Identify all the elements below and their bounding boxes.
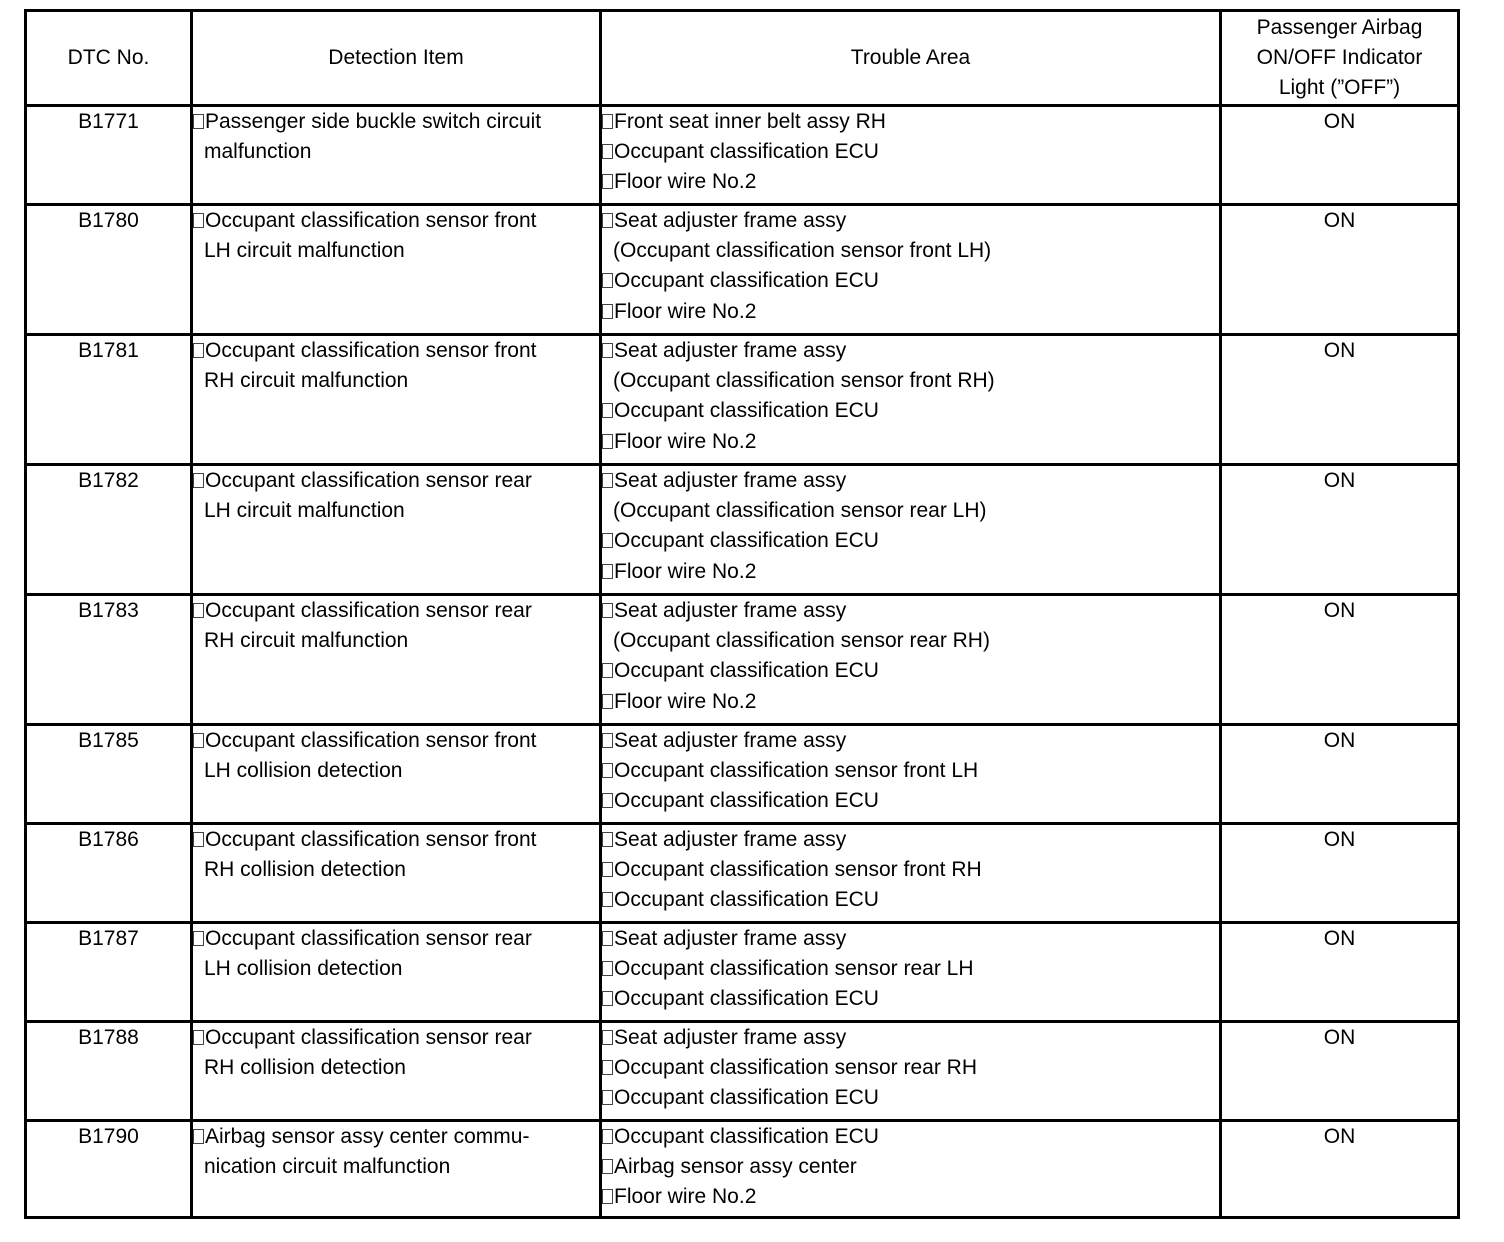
detection-text: LH collision detection <box>204 759 403 783</box>
trouble-line <box>602 885 1219 915</box>
checkbox-bullet-icon <box>602 1189 613 1204</box>
detection-line <box>193 206 599 236</box>
trouble-text: Seat adjuster frame assy <box>614 209 847 232</box>
trouble-text: Floor wire No.2 <box>614 170 757 194</box>
checkbox-bullet-icon <box>602 1060 613 1075</box>
trouble-area <box>601 725 1221 824</box>
dtc-code: B1782 <box>26 465 192 595</box>
trouble-text: (Occupant classification sensor rear RH) <box>613 629 990 653</box>
checkbox-bullet-icon <box>602 304 613 319</box>
trouble-text: Floor wire No.2 <box>614 1185 757 1209</box>
detection-text: RH collision detection <box>204 1056 406 1080</box>
detection-line <box>193 366 599 396</box>
indicator-status: ON <box>1221 923 1459 1022</box>
checkbox-bullet-icon <box>193 343 204 358</box>
indicator-status: ON <box>1221 205 1459 335</box>
header-indicator-line: Light (”OFF”) <box>1278 76 1401 99</box>
trouble-line <box>602 396 1219 426</box>
table-row <box>26 725 1459 824</box>
checkbox-bullet-icon <box>602 1129 613 1144</box>
checkbox-bullet-icon <box>602 114 613 129</box>
detection-item <box>192 923 601 1022</box>
trouble-line <box>602 726 1219 756</box>
dtc-code: B1783 <box>26 595 192 725</box>
header-trouble-area: Trouble Area <box>601 11 1221 106</box>
indicator-status: ON <box>1221 725 1459 824</box>
table-row <box>26 335 1459 465</box>
dtc-code: B1780 <box>26 205 192 335</box>
checkbox-bullet-icon <box>193 473 204 488</box>
checkbox-bullet-icon <box>602 862 613 877</box>
trouble-line <box>602 687 1219 717</box>
detection-item <box>192 595 601 725</box>
trouble-text: Occupant classification ECU <box>614 789 879 813</box>
detection-line <box>193 626 599 656</box>
trouble-text: Airbag sensor assy center <box>614 1155 857 1179</box>
checkbox-bullet-icon <box>602 961 613 976</box>
checkbox-bullet-icon <box>602 403 613 418</box>
detection-line <box>193 726 599 756</box>
detection-line <box>193 855 599 885</box>
trouble-line <box>602 137 1219 167</box>
checkbox-bullet-icon <box>602 273 613 288</box>
trouble-line <box>602 1083 1219 1113</box>
table-row <box>26 824 1459 923</box>
detection-line <box>193 137 599 167</box>
checkbox-bullet-icon <box>602 763 613 778</box>
detection-text: LH collision detection <box>204 957 403 981</box>
detection-line <box>193 954 599 984</box>
detection-text: Occupant classification sensor front <box>205 339 537 362</box>
checkbox-bullet-icon <box>602 832 613 847</box>
table-row <box>26 106 1459 205</box>
trouble-area <box>601 1022 1221 1121</box>
detection-line <box>193 236 599 266</box>
trouble-text: Floor wire No.2 <box>614 429 757 453</box>
trouble-text: Floor wire No.2 <box>614 559 757 583</box>
trouble-line <box>602 855 1219 885</box>
dtc-table <box>24 9 1460 1219</box>
trouble-text: Occupant classification ECU <box>614 529 879 553</box>
trouble-text: (Occupant classification sensor front LH) <box>613 239 992 263</box>
detection-item <box>192 205 601 335</box>
detection-item <box>192 106 601 205</box>
checkbox-bullet-icon <box>193 931 204 946</box>
detection-line <box>193 1152 599 1182</box>
trouble-text: Front seat inner belt assy RH <box>614 110 886 133</box>
checkbox-bullet-icon <box>602 931 613 946</box>
trouble-line <box>602 1023 1219 1053</box>
trouble-area <box>601 923 1221 1022</box>
detection-text: Passenger side buckle switch circuit <box>205 110 542 133</box>
trouble-text: Occupant classification ECU <box>614 140 879 164</box>
trouble-text: Seat adjuster frame assy <box>614 927 847 950</box>
checkbox-bullet-icon <box>602 473 613 488</box>
checkbox-bullet-icon <box>602 793 613 808</box>
dtc-code: B1788 <box>26 1022 192 1121</box>
trouble-area <box>601 465 1221 595</box>
detection-item <box>192 824 601 923</box>
checkbox-bullet-icon <box>602 144 613 159</box>
header-indicator-line: ON/OFF Indicator <box>1256 46 1423 69</box>
table-row <box>26 923 1459 1022</box>
detection-text: RH circuit malfunction <box>204 629 409 653</box>
trouble-area <box>601 595 1221 725</box>
header-detection-item: Detection Item <box>192 11 601 106</box>
trouble-text: (Occupant classification sensor rear LH) <box>613 499 987 523</box>
table-body <box>26 106 1459 1218</box>
dtc-code: B1781 <box>26 335 192 465</box>
trouble-line <box>602 656 1219 686</box>
checkbox-bullet-icon <box>602 603 613 618</box>
detection-line <box>193 596 599 626</box>
detection-line <box>193 825 599 855</box>
table-row <box>26 1121 1459 1218</box>
trouble-area <box>601 205 1221 335</box>
table-row <box>26 205 1459 335</box>
trouble-area <box>601 824 1221 923</box>
trouble-line <box>602 266 1219 296</box>
table-row <box>26 1022 1459 1121</box>
trouble-text: Occupant classification ECU <box>614 1125 879 1148</box>
checkbox-bullet-icon <box>193 832 204 847</box>
checkbox-bullet-icon <box>193 603 204 618</box>
dtc-code: B1790 <box>26 1121 192 1218</box>
detection-text: Occupant classification sensor front <box>205 729 537 752</box>
trouble-line <box>602 526 1219 556</box>
trouble-line <box>602 167 1219 197</box>
indicator-status: ON <box>1221 824 1459 923</box>
checkbox-bullet-icon <box>193 733 204 748</box>
detection-item <box>192 1121 601 1218</box>
checkbox-bullet-icon <box>602 892 613 907</box>
detection-item <box>192 1022 601 1121</box>
checkbox-bullet-icon <box>602 694 613 709</box>
checkbox-bullet-icon <box>602 213 613 228</box>
trouble-line <box>602 626 1219 656</box>
dtc-code: B1787 <box>26 923 192 1022</box>
header-indicator-line: Passenger Airbag <box>1256 16 1423 39</box>
trouble-line <box>602 1182 1219 1212</box>
trouble-area <box>601 1121 1221 1218</box>
detection-line <box>193 466 599 496</box>
trouble-line <box>602 924 1219 954</box>
detection-line <box>193 1122 599 1152</box>
trouble-line <box>602 1053 1219 1083</box>
indicator-status: ON <box>1221 595 1459 725</box>
detection-line <box>193 107 599 137</box>
indicator-status: ON <box>1221 1022 1459 1121</box>
trouble-line <box>602 427 1219 457</box>
trouble-line <box>602 786 1219 816</box>
trouble-text: Seat adjuster frame assy <box>614 1026 847 1049</box>
checkbox-bullet-icon <box>193 213 204 228</box>
indicator-status: ON <box>1221 106 1459 205</box>
trouble-line <box>602 366 1219 396</box>
checkbox-bullet-icon <box>602 991 613 1006</box>
checkbox-bullet-icon <box>193 1030 204 1045</box>
trouble-text: Seat adjuster frame assy <box>614 599 847 622</box>
detection-item <box>192 335 601 465</box>
trouble-text: Seat adjuster frame assy <box>614 729 847 752</box>
trouble-line <box>602 336 1219 366</box>
trouble-text: Floor wire No.2 <box>614 689 757 713</box>
trouble-line <box>602 596 1219 626</box>
indicator-status: ON <box>1221 465 1459 595</box>
table-row <box>26 595 1459 725</box>
checkbox-bullet-icon <box>602 1030 613 1045</box>
checkbox-bullet-icon <box>602 1090 613 1105</box>
detection-text: Airbag sensor assy center commu- <box>205 1125 530 1148</box>
indicator-status: ON <box>1221 335 1459 465</box>
detection-line <box>193 496 599 526</box>
detection-text: nication circuit malfunction <box>204 1155 451 1179</box>
dtc-code: B1771 <box>26 106 192 205</box>
detection-text: malfunction <box>204 140 312 164</box>
trouble-line <box>602 557 1219 587</box>
trouble-text: Occupant classification sensor front RH <box>614 858 982 882</box>
trouble-text: (Occupant classification sensor front RH) <box>613 369 995 393</box>
detection-text: Occupant classification sensor rear <box>205 469 532 492</box>
trouble-text: Occupant classification ECU <box>614 659 879 683</box>
trouble-area <box>601 106 1221 205</box>
trouble-text: Seat adjuster frame assy <box>614 469 847 492</box>
table-row <box>26 465 1459 595</box>
trouble-text: Occupant classification sensor rear LH <box>614 957 974 981</box>
trouble-text: Occupant classification sensor rear RH <box>614 1056 977 1080</box>
trouble-text: Occupant classification ECU <box>614 1086 879 1110</box>
trouble-text: Seat adjuster frame assy <box>614 339 847 362</box>
detection-text: LH circuit malfunction <box>204 499 405 523</box>
trouble-line <box>602 1152 1219 1182</box>
detection-line <box>193 336 599 366</box>
detection-item <box>192 465 601 595</box>
dtc-code: B1785 <box>26 725 192 824</box>
detection-line <box>193 1053 599 1083</box>
trouble-line <box>602 107 1219 137</box>
trouble-line <box>602 984 1219 1014</box>
checkbox-bullet-icon <box>602 174 613 189</box>
detection-text: Occupant classification sensor rear <box>205 927 532 950</box>
trouble-text: Floor wire No.2 <box>614 299 757 323</box>
checkbox-bullet-icon <box>602 663 613 678</box>
detection-line <box>193 1023 599 1053</box>
trouble-line <box>602 496 1219 526</box>
checkbox-bullet-icon <box>602 1159 613 1174</box>
detection-line <box>193 924 599 954</box>
detection-text: Occupant classification sensor rear <box>205 1026 532 1049</box>
trouble-line <box>602 466 1219 496</box>
checkbox-bullet-icon <box>193 1129 204 1144</box>
detection-text: Occupant classification sensor front <box>205 828 537 851</box>
trouble-text: Occupant classification ECU <box>614 888 879 912</box>
checkbox-bullet-icon <box>193 114 204 129</box>
checkbox-bullet-icon <box>602 343 613 358</box>
checkbox-bullet-icon <box>602 434 613 449</box>
detection-text: RH circuit malfunction <box>204 369 409 393</box>
trouble-line <box>602 236 1219 266</box>
checkbox-bullet-icon <box>602 533 613 548</box>
header-row <box>26 11 1459 106</box>
detection-text: LH circuit malfunction <box>204 239 405 263</box>
trouble-area <box>601 335 1221 465</box>
trouble-line <box>602 825 1219 855</box>
header-indicator-light <box>1221 11 1459 106</box>
trouble-text: Occupant classification ECU <box>614 399 879 423</box>
trouble-text: Occupant classification ECU <box>614 987 879 1011</box>
detection-line <box>193 756 599 786</box>
detection-text: RH collision detection <box>204 858 406 882</box>
header-dtc-no: DTC No. <box>26 11 192 106</box>
detection-text: Occupant classification sensor rear <box>205 599 532 622</box>
indicator-status: ON <box>1221 1121 1459 1218</box>
detection-text: Occupant classification sensor front <box>205 209 537 232</box>
trouble-line <box>602 206 1219 236</box>
trouble-text: Seat adjuster frame assy <box>614 828 847 851</box>
trouble-line <box>602 297 1219 327</box>
detection-item <box>192 725 601 824</box>
checkbox-bullet-icon <box>602 564 613 579</box>
trouble-line <box>602 756 1219 786</box>
dtc-code: B1786 <box>26 824 192 923</box>
checkbox-bullet-icon <box>602 733 613 748</box>
trouble-text: Occupant classification sensor front LH <box>614 759 979 783</box>
trouble-text: Occupant classification ECU <box>614 269 879 293</box>
trouble-line <box>602 1122 1219 1152</box>
trouble-line <box>602 954 1219 984</box>
